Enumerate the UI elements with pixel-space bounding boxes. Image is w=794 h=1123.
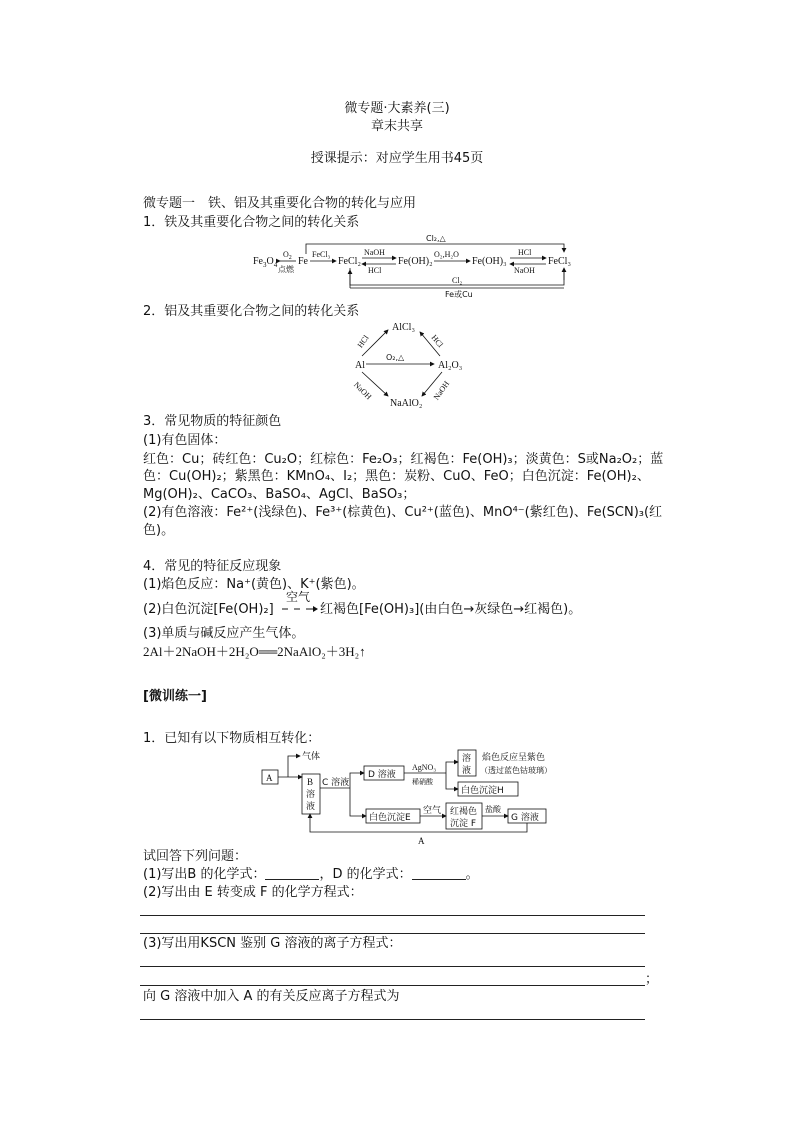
metal-base-line: (3)单质与碱反应产生气体。 bbox=[143, 626, 305, 641]
f-label-2: 沉淀 F bbox=[450, 819, 477, 829]
naalo2-label: NaAlO₂ bbox=[390, 398, 423, 409]
semicolon-mark: ； bbox=[645, 972, 659, 987]
ignite-label: 点燃 bbox=[278, 265, 294, 274]
hcl-left-label: HCl bbox=[355, 333, 371, 350]
solution-label-2: 液 bbox=[462, 766, 472, 776]
feoh3-label: Fe(OH)₃ bbox=[472, 256, 507, 267]
o2-heat-label: O₂,△ bbox=[386, 353, 405, 362]
hcl-reagent-1: HCl bbox=[368, 266, 382, 275]
air-label: 空气 bbox=[286, 590, 311, 604]
colors-line-2: 色：Cu(OH)₂；紫黑色：KMnO₄、I₂；黑色：炭粉、CuO、FeO；白色沉淀：Fe(OH)₂、 bbox=[143, 469, 650, 484]
naoh-reagent-2: NaOH bbox=[514, 266, 535, 275]
naoh-right-label: NaOH bbox=[431, 379, 452, 402]
q1-1-suffix: 。 bbox=[465, 867, 479, 882]
cl2-label: Cl₂ bbox=[452, 276, 463, 285]
flame-label-2: （透过蓝色钴玻璃） bbox=[480, 766, 552, 775]
section-3-title: 3．常见物质的特征颜色 bbox=[143, 414, 282, 429]
colored-solids-label: (1)有色固体： bbox=[143, 433, 227, 448]
hcl-right-label: HCl bbox=[429, 333, 445, 350]
al-label: Al bbox=[355, 360, 365, 371]
hcl-flow-label: 盐酸 bbox=[485, 805, 501, 814]
page-title: 微专题·大素养(三) bbox=[344, 101, 450, 116]
question-1-2: (2)写出由 E 转变成 F 的化学方程式： bbox=[143, 885, 363, 900]
aluminum-conversion-diagram bbox=[340, 318, 470, 412]
section-1-title: 1．铁及其重要化合物之间的转化关系 bbox=[143, 215, 360, 230]
naoh-left-label: NaOH bbox=[352, 380, 374, 402]
answer-line-1[interactable] bbox=[140, 915, 645, 916]
d-label: D 溶液 bbox=[368, 770, 396, 780]
a-label: A bbox=[266, 773, 273, 783]
question-1-4: 向 G 溶液中加入 A 的有关反应离子方程式为 bbox=[143, 989, 400, 1004]
question-1-1 bbox=[143, 866, 479, 883]
colors-line-1: 红色：Cu；砖红色：Cu₂O；红棕色：Fe₂O₃；红褐色：Fe(OH)₃；淡黄色：S或Na₂O₂；蓝 bbox=[143, 452, 664, 467]
page-subtitle: 章末共享 bbox=[370, 119, 423, 134]
colors-line-4: (2)有色溶液：Fe²⁺(浅绿色)、Fe³⁺(棕黄色)、Cu²⁺(蓝色)、MnO⁴⁻(紫红色)、Fe(SCN)₃(红 bbox=[143, 505, 663, 520]
substance-flow-diagram bbox=[260, 748, 560, 846]
g-label: G 溶液 bbox=[511, 813, 539, 823]
a-bottom-label: A bbox=[418, 836, 425, 846]
flame-reaction-line: (1)焰色反应：Na⁺(黄色)、K⁺(紫色)。 bbox=[143, 577, 365, 592]
section-4-title: 4．常见的特征反应现象 bbox=[143, 559, 282, 574]
al2o3-label: Al₂O₃ bbox=[438, 360, 463, 371]
colors-line-5: 色)。 bbox=[143, 523, 175, 538]
fe3o4-label: $Fe_3O_4$ bbox=[253, 256, 278, 269]
b-solution-2: 液 bbox=[306, 802, 316, 812]
c-label: C 溶液 bbox=[322, 778, 350, 788]
hcl-reagent-2: HCl bbox=[518, 248, 532, 257]
question-1-3: (3)写出用KSCN 鉴别 G 溶液的离子方程式： bbox=[143, 936, 402, 951]
fecl2-label: FeCl₂ bbox=[338, 256, 361, 267]
fe-label: Fe bbox=[298, 256, 308, 267]
fecl3-label: FeCl₃ bbox=[548, 256, 571, 267]
colors-line-3: Mg(OH)₂、CaCO₃、BaSO₄、AgCl、BaSO₃； bbox=[143, 487, 416, 502]
page-hint: 授课提示：对应学生用书45页 bbox=[310, 151, 484, 166]
alcl3-label: AlCl₃ bbox=[392, 322, 415, 333]
b-solution-1: 溶 bbox=[306, 790, 316, 800]
o2-h2o-reagent: O₂,H₂O bbox=[434, 250, 459, 259]
question-1-title: 1．已知有以下物质相互转化： bbox=[143, 731, 321, 746]
q1-1-middle: ，D 的化学式： bbox=[319, 867, 412, 882]
precipitate-line-a: (2)白色沉淀[Fe(OH)₂] bbox=[143, 602, 274, 617]
cl2-heat-label: Cl₂,△ bbox=[426, 234, 446, 243]
questions-intro: 试回答下列问题： bbox=[143, 849, 248, 864]
flame-label-1: 焰色反应呈紫色 bbox=[482, 753, 546, 763]
gas-label: 气体 bbox=[302, 752, 321, 762]
o2-label: $O_2$ bbox=[283, 250, 292, 261]
agno3-label: AgNO₃ bbox=[412, 763, 437, 772]
al-naoh-equation: 2Al＋2NaOH＋2H₂O══2NaAlO₂＋3H₂↑ bbox=[143, 644, 366, 659]
hno3-label: 稀硝酸 bbox=[412, 778, 433, 786]
answer-line-4[interactable] bbox=[140, 985, 645, 986]
air-flow-label: 空气 bbox=[423, 806, 442, 816]
answer-line-3[interactable] bbox=[140, 966, 645, 967]
section-2-title: 2．铝及其重要化合物之间的转化关系 bbox=[143, 304, 360, 319]
topic-heading: 微专题一 铁、铝及其重要化合物的转化与应用 bbox=[143, 196, 417, 211]
air-arrow bbox=[280, 604, 320, 614]
fecl3-reagent: FeCl₃ bbox=[312, 250, 331, 259]
fe-or-cu-label: Fe或Cu bbox=[445, 290, 473, 299]
solution-label-1: 溶 bbox=[462, 754, 472, 764]
precipitate-line-b: 红褐色[Fe(OH)₃](由白色→灰绿色→红褐色)。 bbox=[320, 602, 582, 617]
practice-heading: [微训练一] bbox=[143, 689, 207, 704]
feoh2-label: Fe(OH)₂ bbox=[398, 256, 433, 267]
answer-d-blank[interactable] bbox=[412, 866, 466, 880]
f-label-1: 红褐色 bbox=[450, 807, 478, 817]
q1-1-prefix: (1)写出B 的化学式： bbox=[143, 867, 266, 882]
answer-line-2[interactable] bbox=[140, 933, 645, 934]
naoh-reagent-1: NaOH bbox=[364, 248, 385, 257]
b-label: B bbox=[307, 777, 314, 787]
iron-conversion-diagram bbox=[250, 230, 580, 302]
e-label: 白色沉淀E bbox=[369, 813, 411, 823]
answer-line-5[interactable] bbox=[140, 1019, 645, 1020]
answer-b-blank[interactable] bbox=[265, 866, 319, 880]
h-label: 白色沉淀H bbox=[461, 786, 504, 796]
